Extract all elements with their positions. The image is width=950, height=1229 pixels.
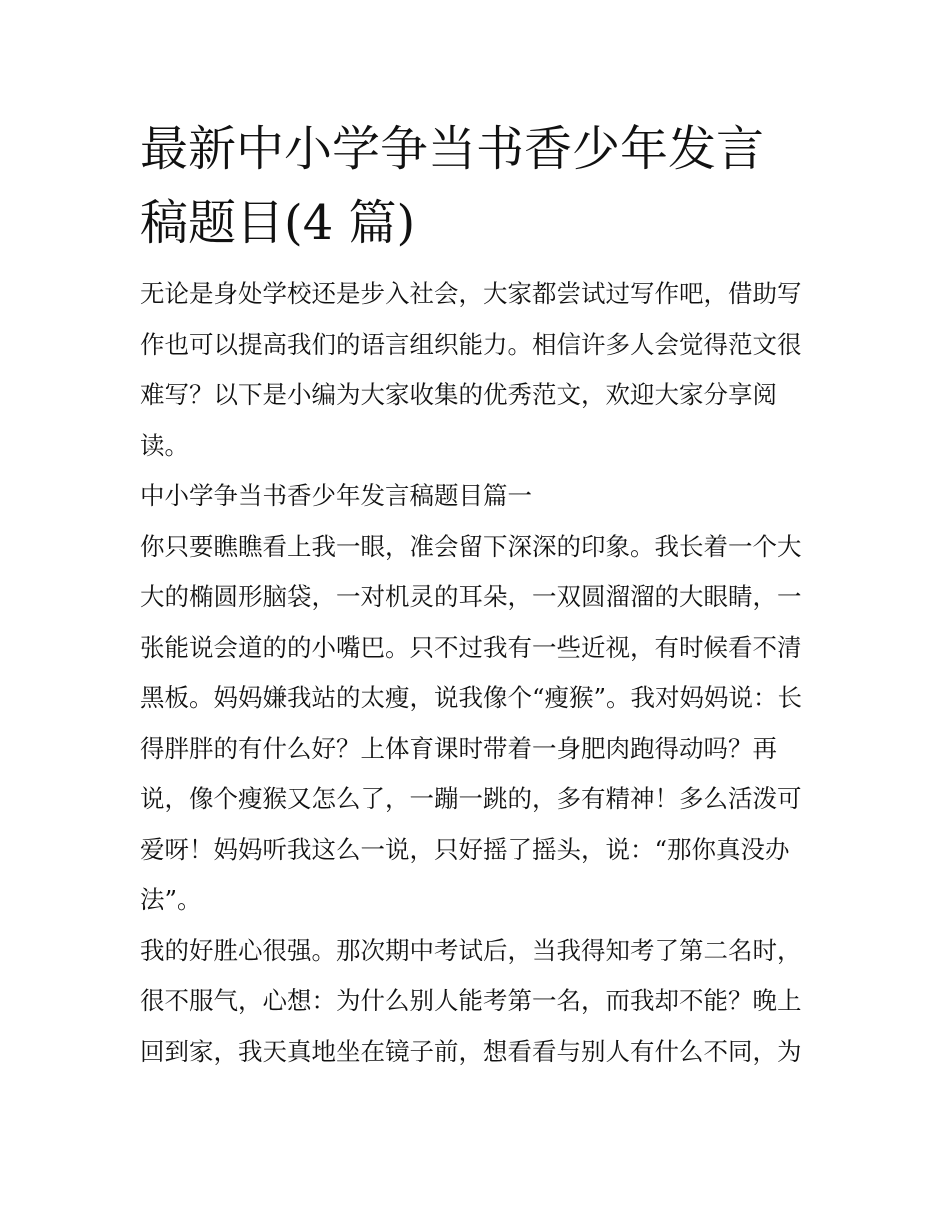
- text-line: 爱呀！妈妈听我这么一说，只好摇了摇头，说：“那你真没办: [140, 834, 790, 864]
- text-line: 说，像个瘦猴又怎么了，一蹦一跳的，多有精神！多么活泼可: [140, 784, 802, 813]
- text-line: 得胖胖的有什么好？上体育课时带着一身肥肉跑得动吗？再: [140, 733, 777, 763]
- text-line: 很不服气，心想：为什么别人能考第一名，而我却不能？晚上: [140, 986, 802, 1015]
- document-title: [140, 112, 820, 260]
- text-line: 回到家，我天真地坐在镜子前，想看看与别人有什么不同，为: [140, 1036, 802, 1066]
- text-line: 法”。: [140, 885, 202, 914]
- text-line: 读。: [140, 430, 189, 460]
- document-content: [140, 112, 820, 1077]
- section-heading: [140, 471, 820, 522]
- text-line: 难写？以下是小编为大家收集的优秀范文，欢迎大家分享阅: [140, 380, 777, 409]
- text-line: 我的好胜心很强。那次期中考试后，当我得知考了第二名时，: [140, 935, 802, 965]
- title-line: 最新中小学争当书香少年发言: [140, 121, 765, 177]
- document-body: [140, 269, 820, 1077]
- title-line: 稿题目(4 篇): [140, 195, 416, 251]
- section-heading-text: 中小学争当书香少年发言稿题目篇一: [140, 481, 532, 510]
- paragraph-2: [140, 926, 820, 1078]
- paragraph-1: [140, 522, 820, 926]
- text-line: 无论是身处学校还是步入社会，大家都尝试过写作吧，借助写: [140, 279, 802, 308]
- text-line: 张能说会道的的小嘴巴。只不过我有一些近视，有时候看不清: [140, 632, 802, 662]
- text-line: 你只要瞧瞧看上我一眼，准会留下深深的印象。我长着一个大: [140, 531, 802, 561]
- text-line: 大的椭圆形脑袋，一对机灵的耳朵，一双圆溜溜的大眼睛，一: [140, 582, 802, 611]
- text-line: 黑板。妈妈嫌我站的太瘦，说我像个“瘦猴”。我对妈妈说：长: [140, 683, 803, 712]
- intro-paragraph: [140, 269, 820, 471]
- text-line: 作也可以提高我们的语言组织能力。相信许多人会觉得范文很: [140, 329, 802, 359]
